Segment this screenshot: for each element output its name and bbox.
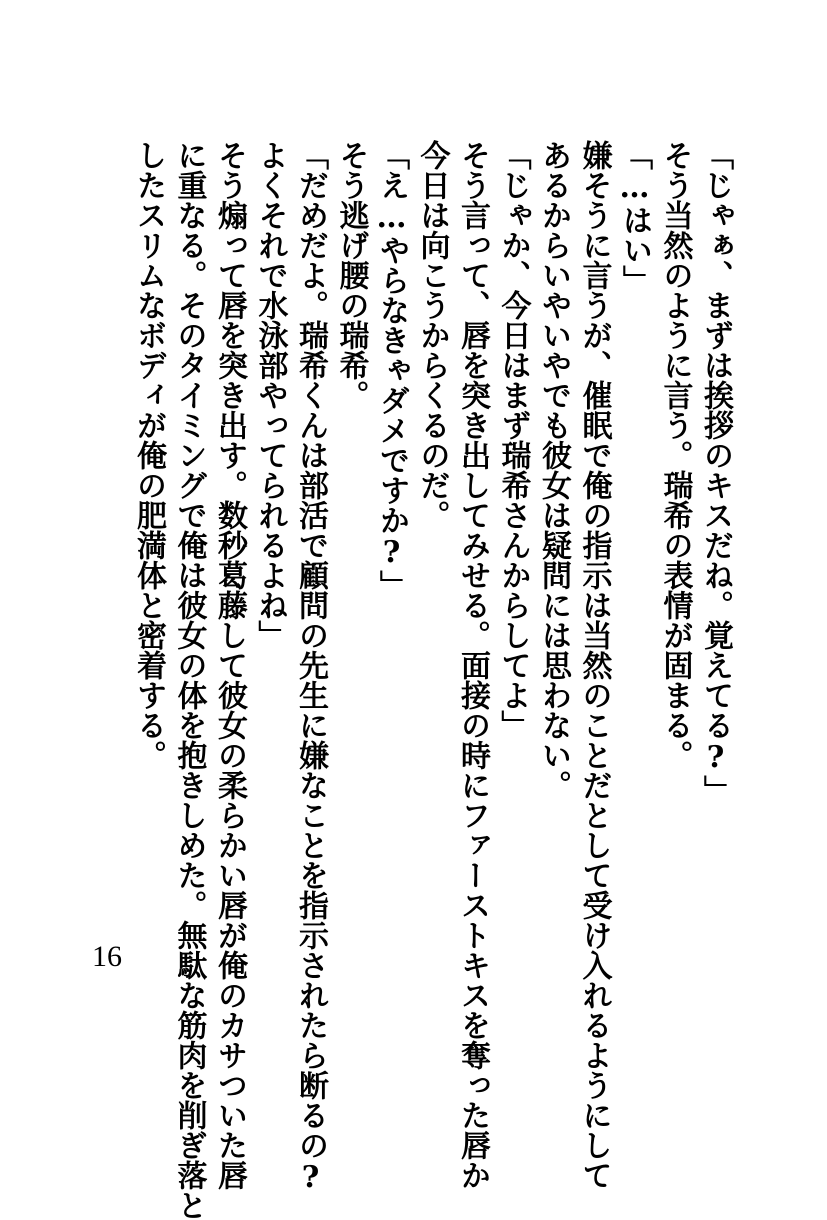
text-line: 「じゃか、今日はまず瑞希さんからしてよ」 [495,140,531,740]
text-line: 「え…やらなきゃダメですか?」 [374,140,409,600]
vertical-text-block [128,140,736,1220]
text-line: 嫌そうに言うが、催眠で俺の指示は当然のことだとして受け入れるようにして [576,140,612,1190]
text-line: 「だめだよ。瑞希くんは部活で顧問の先生に嫌なことを指示されたら断るの? [293,140,328,1195]
text-line: 「じゃぁ、まずは挨拶のキスだね。覚えてる?」 [698,140,733,805]
page-number: 16 [92,940,122,973]
text-line: あるからいやいやでも彼女は疑問には思わない。 [536,140,571,800]
text-line: よくそれで水泳部やってられるよね」 [252,140,288,650]
text-line: 今日は向こうからくるのだ。 [414,140,450,530]
text-line: そう煽って唇を突き出す。数秒葛藤して彼女の柔らかい唇が俺のカサついた唇 [212,140,247,1190]
text-line: に重なる。そのタイミングで俺は彼女の体を抱きしめた。無駄な筋肉を削ぎ落と [171,140,207,1220]
text-line: 「…はい」 [617,140,652,295]
text-line: そう言って、唇を突き出してみせる。面接の時にファーストキスを奪った唇か [455,140,490,1190]
text-line: したスリムなボディが俺の肥満体と密着する。 [131,140,166,770]
text-line: そう当然のように言う。瑞希の表情が固まる。 [657,140,693,770]
text-line: そう逃げ腰の瑞希。 [333,140,369,410]
